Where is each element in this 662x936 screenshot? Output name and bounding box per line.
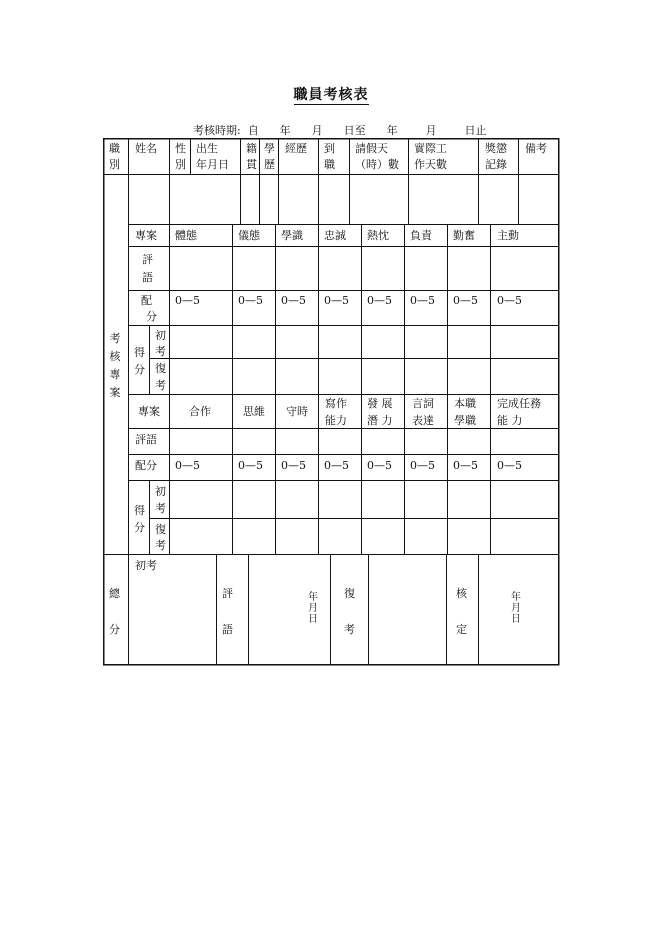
- page-title-text: 職員考核表: [293, 87, 369, 103]
- total-date1-day: 日: [308, 614, 318, 625]
- total-comment-2: 語: [222, 623, 233, 636]
- section2-item: 潛 力: [367, 414, 393, 427]
- section2-review-2: 考: [155, 539, 166, 552]
- section2-item: 能 力: [497, 414, 523, 427]
- total-date2-month: 月: [511, 603, 521, 614]
- section2-item: 學職: [454, 414, 476, 427]
- section1-get-score-1: 得: [134, 346, 145, 359]
- total-comment-1: 評: [222, 587, 233, 600]
- section1-get-score-2: 分: [134, 363, 145, 376]
- section1-item: 體態: [175, 229, 197, 242]
- header-experience: 經歷: [285, 142, 307, 155]
- header-bie: 別: [109, 158, 120, 171]
- section2-review-1: 復: [155, 523, 166, 536]
- section1-item: 負責: [410, 229, 432, 242]
- side-label-3: 專: [109, 368, 121, 381]
- section2-item: 本職: [454, 397, 476, 410]
- section1-first-2: 考: [155, 345, 166, 358]
- section1-score: 0—5: [410, 294, 435, 307]
- section1-score: 0—5: [175, 294, 200, 307]
- header-birth-1: 出生: [196, 142, 218, 155]
- section2-get-score-2: 分: [134, 521, 145, 534]
- section1-score: 0—5: [324, 294, 349, 307]
- section1-item: 熱忱: [367, 229, 389, 242]
- total-date1-year: 年: [308, 592, 318, 603]
- header-ji: 籍: [246, 142, 257, 155]
- header-xue: 學: [264, 142, 275, 155]
- section2-item: 表達: [412, 414, 434, 427]
- section2-comment: 評語: [135, 433, 157, 446]
- section2-item: 寫作: [325, 397, 347, 410]
- header-xing: 性: [175, 142, 186, 155]
- header-work-2: 作天數: [414, 158, 447, 171]
- section1-comment-1: 評: [142, 253, 153, 266]
- section1-score: 0—5: [453, 294, 478, 307]
- section2-item: 守時: [286, 405, 308, 418]
- total-review-1: 復: [344, 587, 355, 600]
- section2-score: 0—5: [324, 459, 349, 472]
- section2-score: 0—5: [410, 459, 435, 472]
- section1-review-1: 復: [155, 362, 166, 375]
- header-reward-1: 獎懲: [485, 142, 507, 155]
- section1-item: 勤奮: [453, 229, 475, 242]
- section1-score-label-2: 分: [146, 310, 157, 323]
- header-xingbie: 別: [175, 158, 186, 171]
- section2-item: 完成任務: [497, 397, 541, 410]
- total-approve-2: 定: [456, 623, 467, 636]
- total-label-2: 分: [109, 623, 120, 636]
- header-name: 姓名: [135, 142, 157, 155]
- section2-score: 0—5: [281, 459, 306, 472]
- total-label-1: 總: [109, 587, 120, 600]
- section1-item: 儀態: [238, 229, 260, 242]
- section1-item: 主動: [497, 229, 519, 242]
- section2-item: 發 展: [367, 397, 393, 410]
- header-birth-2: 年月日: [196, 158, 229, 171]
- section2-first-2: 考: [155, 502, 166, 515]
- section1-score: 0—5: [238, 294, 263, 307]
- total-review-2: 考: [344, 623, 355, 636]
- section2-score: 0—5: [453, 459, 478, 472]
- section1-score: 0—5: [497, 294, 522, 307]
- section1-item: 忠誠: [324, 229, 346, 242]
- section1-score: 0—5: [367, 294, 392, 307]
- total-date2-year: 年: [511, 592, 521, 603]
- header-work-1: 實際工: [414, 142, 447, 155]
- header-li: 歷: [264, 158, 275, 171]
- section1-item: 學識: [281, 229, 303, 242]
- header-leave-2: （時）數: [355, 158, 399, 171]
- section2-first-1: 初: [155, 485, 166, 498]
- header-remark: 備考: [525, 142, 547, 155]
- section1-score-label-1: 配: [141, 294, 152, 307]
- side-label-2: 核: [109, 350, 121, 363]
- section2-score: 0—5: [497, 459, 522, 472]
- header-zhi: 職: [109, 142, 120, 155]
- section2-score-label: 配分: [135, 459, 157, 472]
- header-reward-2: 記錄: [485, 158, 507, 171]
- total-date1-month: 月: [308, 603, 318, 614]
- section1-first-1: 初: [155, 329, 166, 342]
- header-zhi2: 職: [324, 158, 335, 171]
- section2-score: 0—5: [367, 459, 392, 472]
- total-first: 初考: [135, 559, 157, 572]
- header-leave-1: 請假天: [355, 142, 388, 155]
- total-date2-day: 日: [511, 614, 521, 625]
- section2-project: 專案: [138, 405, 160, 418]
- header-dao: 到: [324, 142, 335, 155]
- section2-score: 0—5: [175, 459, 200, 472]
- section2-item: 合作: [189, 405, 211, 418]
- section2-item: 思維: [243, 405, 265, 418]
- side-label-1: 考: [109, 332, 121, 345]
- section1-comment-2: 語: [142, 271, 153, 284]
- section1-project: 專案: [135, 229, 157, 242]
- section2-score: 0—5: [238, 459, 263, 472]
- assessment-period: 考核時期: 自 年 月 日至 年 月 日止: [193, 124, 487, 137]
- side-label-4: 案: [109, 386, 121, 399]
- total-approve-1: 核: [456, 587, 467, 600]
- section2-item: 能力: [325, 414, 347, 427]
- header-guan: 貫: [246, 158, 257, 171]
- section1-review-2: 考: [155, 379, 166, 392]
- section1-score: 0—5: [281, 294, 306, 307]
- section2-item: 言詞: [412, 397, 434, 410]
- section2-get-score-1: 得: [134, 504, 145, 517]
